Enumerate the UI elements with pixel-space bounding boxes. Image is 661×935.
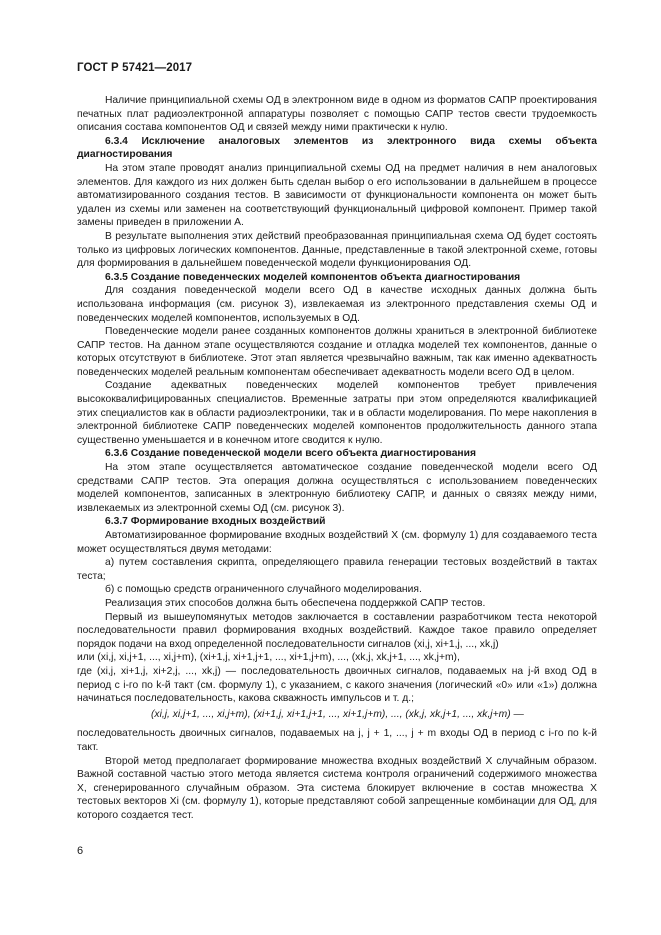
paragraph: На этом этапе осуществляется автоматическое создание поведенческой модели всего ОД средствами САПР тестов. Эта операция должна осуществляться с использованием поведенческих моделей компонентов, записанных в электронную библиотеку САПР, и данных о связях между ними, извлекаемых из электронной схемы ОД (см. рисунок 3). xyxy=(77,462,597,514)
section-heading-6-3-7: 6.3.7 Формирование входных воздействий xyxy=(105,516,326,528)
paragraph: В результате выполнения этих действий преобразованная принципиальная схема ОД будет состоять только из цифровых логических компонентов. Данные, представленные в такой электронной схеме, готовы для формирования в дальнейшем поведенческой модели функционирования ОД. xyxy=(77,230,597,270)
paragraph: Для создания поведенческой модели всего ОД в качестве исходных данных должна быть использована информация (см. рисунок 3), извлекаемая из электронного представления схемы ОД и поведенческих моделей компонентов, используемых в ОД. xyxy=(77,285,597,324)
paragraph: Автоматизированное формирование входных воздействий X (см. формулу 1) для создаваемого теста может осуществляться двумя методами: xyxy=(77,530,597,555)
paragraph: Второй метод предполагает формирование множества входных воздействий X случайным образом. Важной составной частью этого метода является система контроля ограничений содержимого множества X, сгенерированного случайным образом. Эта система блокирует включение в состав множества X тестовых векторов Xi (см. формулу 1), которые представляют собой запрещенные комбинации для ОД, для которого создается тест. xyxy=(77,755,597,821)
document-header: ГОСТ Р 57421—2017 xyxy=(77,62,193,74)
section-heading-6-3-6: 6.3.6 Создание поведенческой модели всего объекта диагностирования xyxy=(105,448,476,460)
formula-explanation: где (xi,j, xi+1,j, xi+2,j, ..., xk,j) — последовательность двоичных сигналов, подаваемых на j-й вход ОД в период с i-го по k-й такт (см. формулу 1), с указанием, с какого значения (логический «0» или «1») должна начинаться последовательность, какова скважность импульсов и т. д.; xyxy=(77,665,597,705)
paragraph: Создание адекватных поведенческих моделей компонентов требует привлечения высококвалифицированных специалистов. Временные затраты при этом определяются квалификацией этих специалистов как в области радиоэлектроники, так и в области моделирования. По мере накопления в электронной библиотеке САПР поведенческих моделей компонентов продолжительность данного этапа существенно уменьшается и в конечном итоге сводится к нулю. xyxy=(77,380,597,446)
document-body xyxy=(77,94,597,822)
paragraph: На этом этапе проводят анализ принципиальной схемы ОД на предмет наличия в нем аналоговых элементов. Для каждого из них должен быть сделан выбор о его использовании в дальнейшем в процессе автоматизированного создания тестов. В зависимости от функциональности компонента он может быть удален из схемы или заменен на соответствующий функциональный цифровой компонент. Пример такой замены приведен в приложении А. xyxy=(77,162,597,229)
paragraph: Поведенческие модели ранее созданных компонентов должны храниться в электронной библиотеке САПР тестов. На данном этапе осуществляются создание и отладка моделей тех компонентов, данные о которых отсутствуют в библиотеке. Этот этап является чрезвычайно важным, так как именно адекватность поведенческих моделей реальным компонентам обеспечивает адекватность модели всего ОД в целом. xyxy=(77,326,597,378)
paragraph: Наличие принципиальной схемы ОД в электронном виде в одном из форматов САПР проектирования печатных плат радиоэлектронной аппаратуры позволяет с помощью САПР тестов свести трудоемкость описания состава компонентов ОД и связей между ними практически к нулю. xyxy=(77,95,597,134)
section-heading-6-3-4: 6.3.4 Исключение аналоговых элементов из электронного вида схемы объекта диагностирования xyxy=(77,135,597,161)
page-number: 6 xyxy=(77,845,84,857)
formula-explanation: последовательность двоичных сигналов, подаваемых на j, j + 1, ..., j + m входы ОД в период с i-го по k-й такт. xyxy=(77,728,597,753)
list-item-b: б) с помощью средств ограниченного случайного моделирования. xyxy=(105,584,422,596)
list-item-a: а) путем составления скрипта, определяющего правила генерации тестовых воздействий в тактах теста; xyxy=(77,557,597,582)
section-heading-6-3-5: 6.3.5 Создание поведенческих моделей компонентов объекта диагностирования xyxy=(105,271,521,283)
paragraph: Первый из вышеупомянутых методов заключается в составлении разработчиком теста некоторой последовательности правил формирования входных воздействий. Каждое такое правило определяет порядок подачи на вход определенной последовательности сигналов (xi,j, xi+1,j, ..., xk,j) xyxy=(77,611,597,650)
formula-line: или (xi,j, xi,j+1, ..., xi,j+m), (xi+1,j, xi+1,j+1, ..., xi+1,j+m), ..., (xk,j, xk,j+1, ..., xk,j+m), xyxy=(77,652,460,664)
formula-block: (xi,j, xi,j+1, ..., xi,j+m), (xi+1,j, xi+1,j+1, ..., xi+1,j+m), ..., (xk,j, xk,j+1, ..., xk,j+m) — xyxy=(151,708,524,720)
paragraph: Реализация этих способов должна быть обеспечена поддержкой САПР тестов. xyxy=(105,597,486,609)
